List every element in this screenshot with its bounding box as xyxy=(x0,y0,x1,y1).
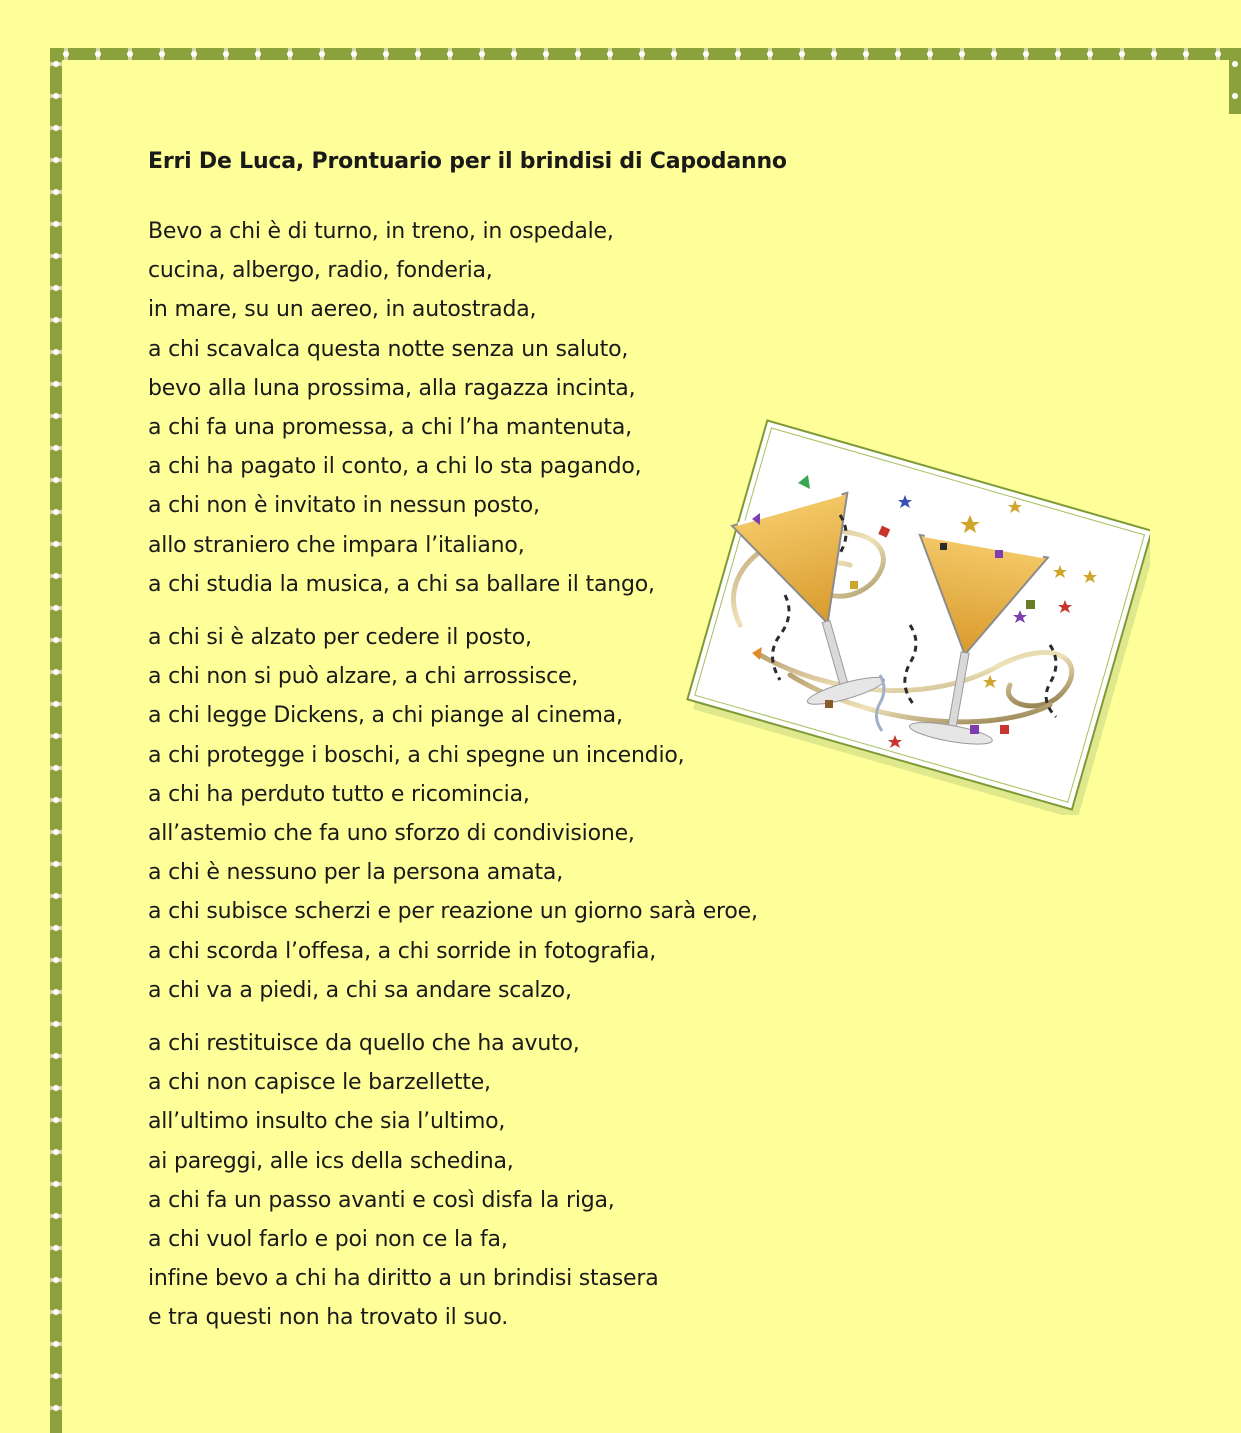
poem-line: all’ultimo insulto che sia l’ultimo, xyxy=(148,1109,506,1135)
poem-line: a chi protegge i boschi, a chi spegne un incendio, xyxy=(148,742,685,768)
stanza-1 xyxy=(148,212,655,604)
poem-line: a chi si è alzato per cedere il posto, xyxy=(148,625,532,650)
poem-line: a chi legge Dickens, a chi piange al cinema, xyxy=(148,703,623,729)
poem-line: a chi scavalca questa notte senza un saluto, xyxy=(148,336,629,362)
stanza-3 xyxy=(148,1024,659,1338)
poem-line: ai pareggi, alle ics della schedina, xyxy=(148,1148,514,1174)
stanza-2 xyxy=(148,618,758,1010)
poem-line: a chi va a piedi, a chi sa andare scalzo, xyxy=(148,977,572,1003)
poem-line: Bevo a chi è di turno, in treno, in ospedale, xyxy=(148,219,614,244)
poem-title: Erri De Luca, Prontuario per il brindisi di Capodanno xyxy=(148,149,787,174)
poem-line: allo straniero che impara l’italiano, xyxy=(148,532,525,558)
poem-line: bevo alla luna prossima, alla ragazza incinta, xyxy=(148,375,636,401)
page-border-left xyxy=(50,48,62,1433)
poem-line: a chi subisce scherzi e per reazione un giorno sarà eroe, xyxy=(148,899,758,925)
poem-line: all’astemio che fa uno sforzo di condivisione, xyxy=(148,821,635,847)
poem-line: a chi studia la musica, a chi sa ballare il tango, xyxy=(148,571,655,597)
poem-line: a chi non capisce le barzellette, xyxy=(148,1070,491,1096)
poem-line: a chi vuol farlo e poi non ce la fa, xyxy=(148,1227,508,1253)
poem-line: a chi restituisce da quello che ha avuto, xyxy=(148,1031,580,1056)
champagne-glasses-picture xyxy=(670,395,1150,815)
poem-line: a chi fa un passo avanti e così disfa la riga, xyxy=(148,1187,615,1213)
poem-line: infine bevo a chi ha diritto a un brindisi stasera xyxy=(148,1266,659,1292)
poem-line: a chi scorda l’offesa, a chi sorride in fotografia, xyxy=(148,938,657,964)
poem-line: a chi ha perduto tutto e ricomincia, xyxy=(148,781,530,807)
page-border-right xyxy=(1229,48,1241,114)
poem-line: in mare, su un aereo, in autostrada, xyxy=(148,297,537,323)
poem-line: cucina, albergo, radio, fonderia, xyxy=(148,258,493,284)
poem-line: e tra questi non ha trovato il suo. xyxy=(148,1305,508,1331)
poem-line: a chi ha pagato il conto, a chi lo sta pagando, xyxy=(148,454,642,480)
poem-line: a chi fa una promessa, a chi l’ha mantenuta, xyxy=(148,415,632,441)
page-border-top xyxy=(50,48,1241,60)
poem-line: a chi non è invitato in nessun posto, xyxy=(148,493,540,519)
poem-line: a chi non si può alzare, a chi arrossisce, xyxy=(148,664,579,690)
poem-line: a chi è nessuno per la persona amata, xyxy=(148,860,563,886)
